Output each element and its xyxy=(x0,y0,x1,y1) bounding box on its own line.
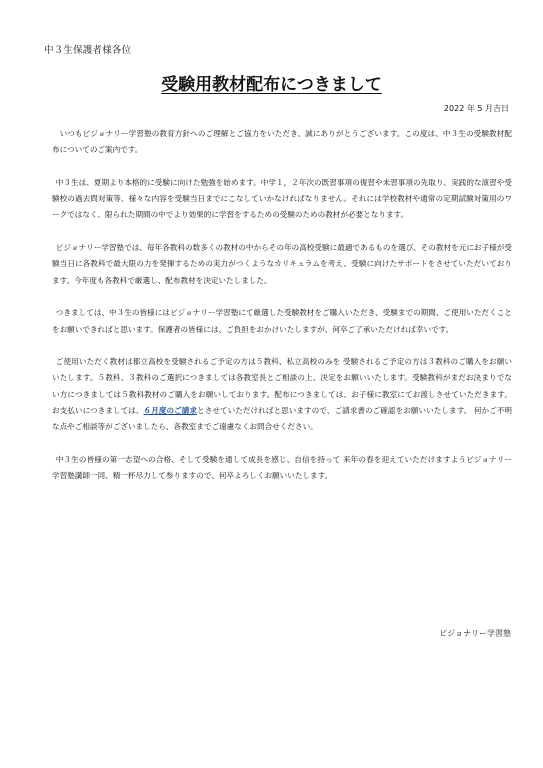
paragraph-closing: 中３生の皆様の第一志望への合格、そして受験を通して成長を感じ、自信を持って 来年の春を迎えていただけますようビジョナリー学習塾講師一同、精一杯尽力して参りますので、何卒よろしくお願いいたします。 xyxy=(52,454,512,481)
letter-date: 2022 年 5 月吉日 xyxy=(443,104,509,113)
billing-link[interactable]: ６月度のご請求 xyxy=(143,406,198,416)
paragraph-purchase-details xyxy=(52,354,512,435)
purchase-text-after: とさせていただければと思いますので、ご請求書のご確認をお願いいたします。 何かご不明な点やご相談等がございましたら、各教室までご遠慮なくお問合せください。 xyxy=(52,406,512,432)
addressee: 中３生保護者様各位 xyxy=(44,45,132,56)
paragraph-summer-study: 中３生は、夏期より本格的に受験に向けた勉強を始めます。中学１，２年次の既習事項の復習や未習事項の先取り、実践的な演習や受験校の過去問対策等、様々な内容を受験当日までにこなしていかなければなりません。それには学校教材や通常の定期試験対策用のワークではなく、限られた期間の中でより効果的に学習をするための受験のための教材が必要となります。 xyxy=(52,177,512,220)
purchase-text-before: ご使用いただく教材は都立高校を受験されるご予定の方は５教科、私立高校のみを 受験されるご予定の方は３教科のご購入をお願いいたします。５教科、３教科のご選択につきましては各教室長とご相談の上、決定をお願いいたします。受験教科がまだお決まりでない方につきましては５教科教材のご購入をお願いしております。配布につきましては、お子様に教室にてお渡しさせていただきます。お支払いにつきましては、 xyxy=(52,357,512,416)
title-text: 受験用教材配布につきまして xyxy=(161,75,382,95)
signature: ビジョナリー学習塾 xyxy=(439,629,511,638)
paragraph-material-selection: ビジョナリー学習塾では、毎年各教科の数多くの教材の中からその年の高校受験に最適であるものを選び、その教材を元にお子様が受験当日に各教科で最大限の力を発揮するための実力がつくようなカリキュラムを考え、受験に向けたサポートをさせていただいております。今年度も各教科で厳選し、配布教材を決定いたしました。 xyxy=(52,243,512,285)
paragraph-intro: いつもビジョナリー学習塾の教育方針へのご理解とご協力をいただき、誠にありがとうございます。この度は、中３生の受験教材配布についてのご案内です。 xyxy=(52,129,512,155)
page-title xyxy=(0,70,543,95)
paragraph-purchase-request: つきましては、中３生の皆様にはビジョナリー学習塾にて厳選した受験教材をご購入いただき、受験までの期間、ご使用いただくことをお願いできればと思います。保護者の皆様には、ご負担をおかけいたしますが、何卒ご了承いただければ幸いです。 xyxy=(52,308,512,334)
letter-body xyxy=(52,126,512,501)
